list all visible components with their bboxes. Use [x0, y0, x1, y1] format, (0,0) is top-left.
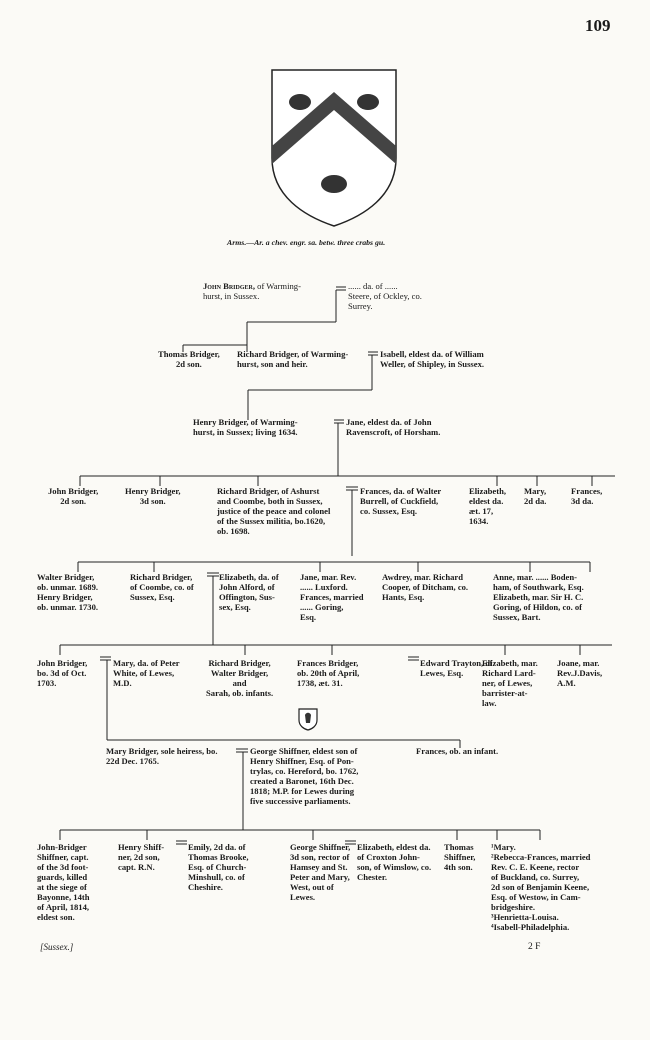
- frances-3d-da: Frances, 3d da.: [571, 486, 603, 506]
- jane-ravenscroft: Jane, eldest da. of John Ravenscroft, of Horsham.: [346, 417, 441, 437]
- john-bridger-1703: John Bridger, bo. 3d of Oct. 1703.: [37, 658, 88, 688]
- john-bridger-2d-son: John Bridger, 2d son.: [48, 486, 99, 506]
- mary-white: Mary, da. of Peter White, of Lewes, M.D.: [113, 658, 180, 688]
- elizabeth-alford: Elizabeth, da. of John Alford, of Offington, Sus- sex, Esq.: [219, 572, 279, 612]
- thomas-shiffner: Thomas Shiffner, 4th son.: [444, 842, 476, 872]
- frances-bridger-1738: Frances Bridger, ob. 20th of April, 1738, æt. 31.: [297, 658, 360, 688]
- richard-walter-sarah: Richard Bridger, Walter Bridger, and Sarah, ob. infants.: [206, 658, 274, 698]
- john-bridger-shiffner: John-Bridger Shiffner, capt. of the 3d foot- guards, killed at the siege of Bayonne, 14th of April, 1814, eldest son.: [37, 842, 90, 922]
- footer-county: [Sussex.]: [40, 942, 74, 952]
- mary-2d-da: Mary, 2d da.: [524, 486, 547, 506]
- henry-bridger: Henry Bridger, of Warming- hurst, in Sussex; living 1634.: [193, 417, 298, 437]
- walter-henry-bridger: Walter Bridger, ob. unmar. 1689. Henry Bridger, ob. unmar. 1730.: [37, 572, 99, 612]
- page-number: 109: [585, 16, 611, 35]
- george-shiffner-baronet: George Shiffner, eldest son of Henry Shiffner, Esq. of Pon- trylas, co. Hereford, bo. 1762, created a Baronet, 16th Dec. 1818; M.P. for Lewes during five successive parliaments.: [250, 746, 359, 806]
- elizabeth-johnson: Elizabeth, eldest da. of Croxton John- son, of Wimslow, co. Chester.: [357, 842, 432, 882]
- john-bridger-entry: [203, 281, 301, 301]
- john-bridger-detail: of Warming- hurst, in Sussex.: [203, 281, 301, 301]
- joane-davis: Joane, mar. Rev.J.Davis, A.M.: [557, 658, 603, 688]
- baronet-badge-icon: [297, 707, 319, 731]
- george-shiffner-rector: George Shiffner, 3d son, rector of Hamsey and St. Peter and Mary, West, out of Lewes.: [290, 842, 351, 902]
- anne-elizabeth-bridger: Anne, mar. ...... Boden- ham, of Southwark, Esq. Elizabeth, mar. Sir H. C. Goring, of Hildon, co. of Sussex, Bart.: [493, 572, 584, 622]
- edward-trayton: Edward Trayton, of Lewes, Esq.: [420, 658, 493, 678]
- elizabeth-eldest-da: Elizabeth, eldest da. æt. 17, 1634.: [469, 486, 507, 526]
- steere-wife: ...... da. of ...... Steere, of Ockley, co. Surrey.: [348, 281, 422, 311]
- mary-bridger-heiress: Mary Bridger, sole heiress, bo. 22d Dec. 1765.: [106, 746, 218, 766]
- jane-frances-bridger: Jane, mar. Rev. ...... Luxford. Frances, married ...... Goring, Esq.: [300, 572, 364, 622]
- footer-signature: 2 F: [528, 942, 541, 952]
- isabell-weller: Isabell, eldest da. of William Weller, of Shipley, in Sussex.: [380, 349, 485, 369]
- frances-burrell: Frances, da. of Walter Burrell, of Cuckfield, co. Sussex, Esq.: [360, 486, 442, 516]
- shiffner-daughters: ¹Mary. ²Rebecca-Frances, married Rev. C. E. Keene, rector of Buckland, co. Surrey, 2d son of Benjamin Keene, Esq. of Westow, in Cam- bridgeshire. ³Henrietta-Louisa. ⁴Isabell-Philadelphia.: [491, 842, 591, 932]
- richard-bridger-heir: Richard Bridger, of Warming- hurst, son and heir.: [237, 349, 349, 369]
- awdrey-bridger: Awdrey, mar. Richard Cooper, of Ditcham, co. Hants, Esq.: [382, 572, 469, 602]
- richard-bridger-ashurst: Richard Bridger, of Ashurst and Coombe, both in Sussex, justice of the peace and colonel of the Sussex militia, bo.1620, ob. 1698.: [217, 486, 331, 536]
- elizabeth-lardner: Elizabeth, mar. Richard Lard- ner, of Lewes, barrister-at- law.: [482, 658, 538, 708]
- henry-shiffner: Henry Shiff- ner, 2d son, capt. R.N.: [118, 842, 165, 872]
- emily-brooke: Emily, 2d da. of Thomas Brooke, Esq. of Church- Minshull, co. of Cheshire.: [188, 842, 249, 892]
- arms-caption: Arms.—Ar. a chev. engr. sa. betw. three crabs gu.: [227, 238, 386, 247]
- henry-bridger-3d-son: Henry Bridger, 3d son.: [125, 486, 181, 506]
- frances-infant: Frances, ob. an infant.: [416, 746, 499, 756]
- john-bridger-name: John Bridger,: [203, 281, 255, 291]
- richard-bridger-coombe: Richard Bridger, of Coombe, co. of Sussex, Esq.: [130, 572, 194, 602]
- thomas-bridger: Thomas Bridger, 2d son.: [158, 349, 220, 369]
